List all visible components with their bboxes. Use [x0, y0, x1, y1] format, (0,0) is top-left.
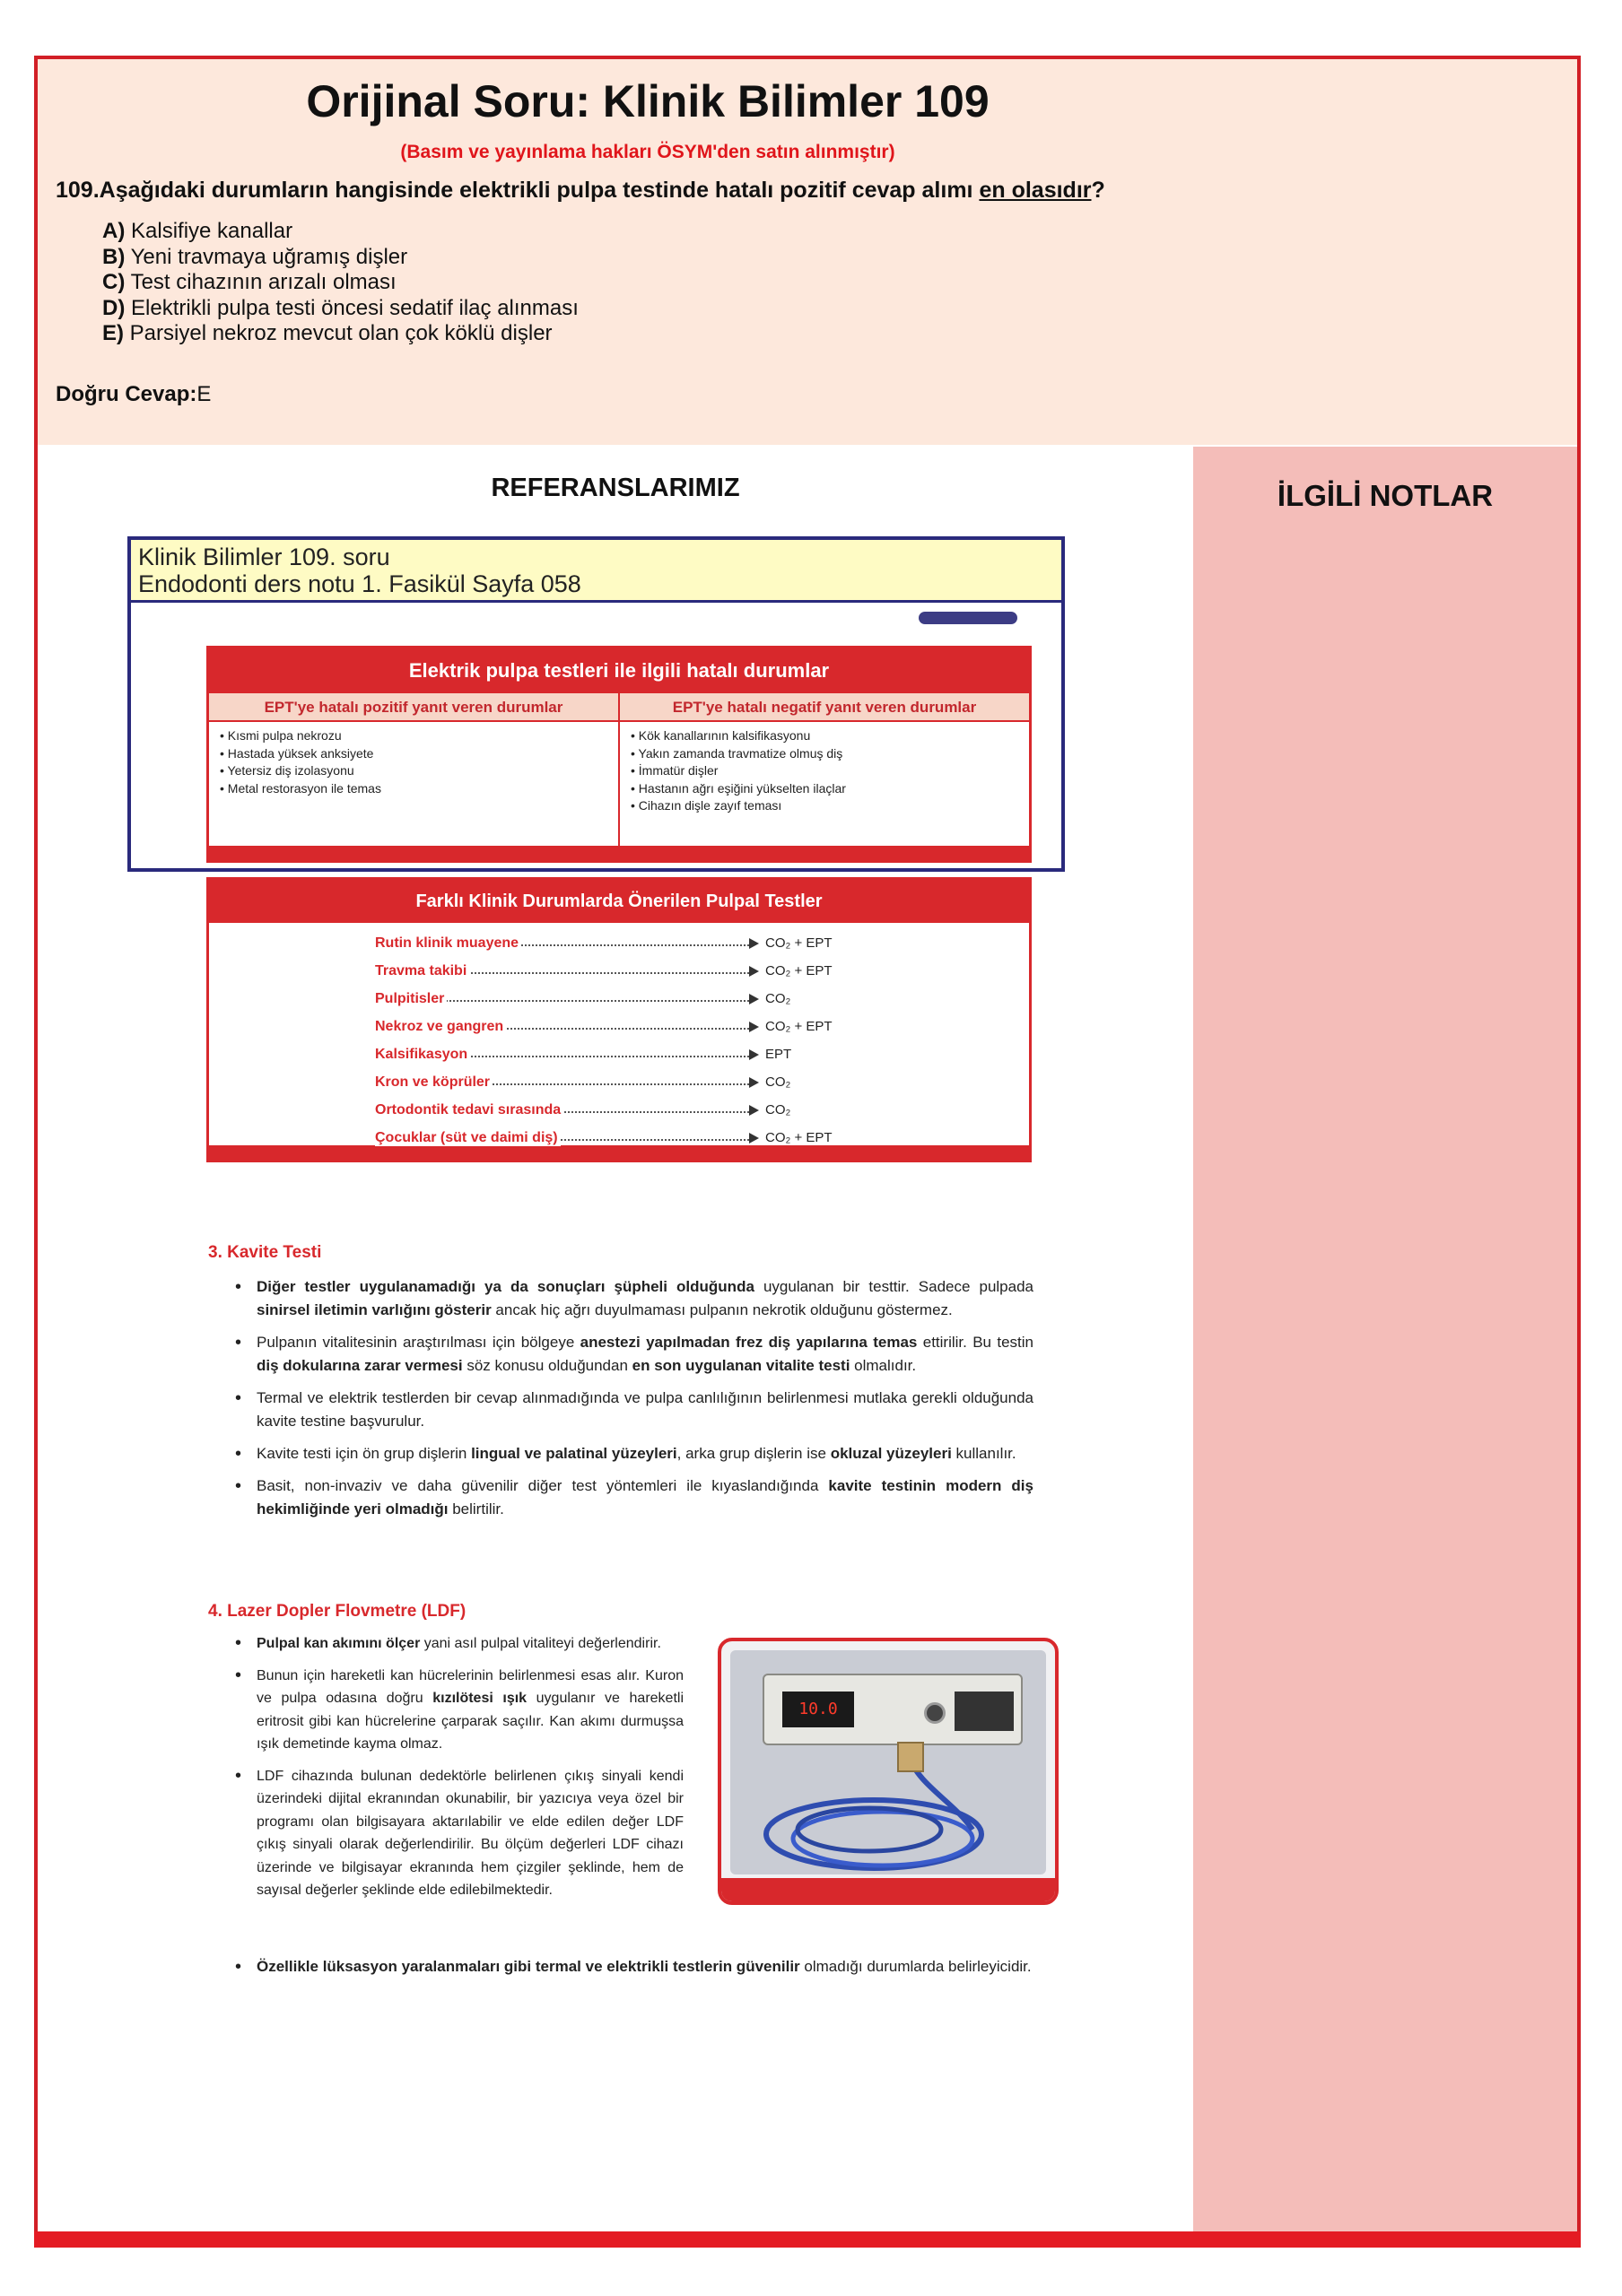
table-row: Pulpitisler CO₂: [375, 991, 791, 1006]
pulpal-tests-table: [206, 877, 1032, 1162]
reference-label-line2: Endodonti ders notu 1. Fasikül Sayfa 058: [138, 570, 581, 597]
question-area: [38, 59, 1577, 445]
option-d: D) Elektrikli pulpa testi öncesi sedatif ilaç alınması: [102, 295, 579, 320]
rights-notice: (Basım ve yayınlama hakları ÖSYM'den satın alınmıştır): [400, 142, 895, 162]
cavity-test-list: [235, 1275, 1033, 1530]
ldf-list-last: [235, 1955, 1033, 1979]
probe-icon: [897, 1742, 924, 1772]
stem-suffix: ?: [1091, 178, 1105, 203]
question-stem: [56, 178, 1105, 204]
list-item: • Hastada yüksek anksiyete: [220, 745, 374, 761]
list-item: • Metal restorasyon ile temas: [220, 780, 381, 796]
ept-errors-title: Elektrik pulpa testleri ile ilgili hatalı durumlar: [209, 648, 1029, 693]
table-row: Rutin klinik muayene CO₂ + EPT: [375, 935, 833, 951]
list-item: • Pulpanın vitalitesinin araştırılması için bölgeye anestezi yapılmadan frez diş yapılarına temas ettirilir. Bu testin diş dokularına zarar vermesi söz konusu olduğundan en son uygulanan vitalite testi olmalıdır.: [235, 1331, 1033, 1378]
arrow-right-icon: [749, 966, 759, 977]
arrow-right-icon: [749, 1049, 759, 1060]
stem-text: 109.Aşağıdaki durumların hangisinde elektrikli pulpa testinde hatalı pozitif cevap alımı: [56, 178, 980, 203]
ldf-device-icon: [763, 1674, 1023, 1745]
arrow-right-icon: [749, 1022, 759, 1032]
arrow-right-icon: [749, 1105, 759, 1116]
option-b: B) Yeni travmaya uğramış dişler: [102, 244, 408, 269]
table-row: Nekroz ve gangren CO₂ + EPT: [375, 1019, 833, 1034]
false-positive-column: [209, 693, 618, 846]
arrow-right-icon: [749, 1133, 759, 1144]
table-row: Travma takibi CO₂ + EPT: [375, 963, 833, 978]
reference-label: [131, 540, 1061, 603]
list-item: • Pulpal kan akımını ölçer yani asıl pulpal vitaliteyi değerlendirir.: [235, 1632, 684, 1656]
list-item: • İmmatür dişler: [631, 763, 719, 778]
correct-answer: Doğru Cevap:E: [56, 382, 212, 406]
section-heading-cavity-test: 3. Kavite Testi: [208, 1243, 322, 1262]
arrow-right-icon: [749, 994, 759, 1004]
question-title: Orijinal Soru: Klinik Bilimler 109: [306, 76, 990, 126]
false-negative-header: EPT'ye hatalı negatif yanıt veren durumlar: [620, 693, 1029, 722]
device-display: 10.0: [782, 1692, 854, 1727]
list-item: • Bunun için hareketli kan hücrelerinin belirlenmesi esas alır. Kuron ve pulpa odasına doğru kızılötesi ışık uygulanır ve hareketli eritrosit gibi kan hücrelerine çarparak saçılır. Kan akımı durmuşsa ışık demetinde kayma olmaz.: [235, 1665, 684, 1756]
reference-label-line1: Klinik Bilimler 109. soru: [138, 544, 390, 570]
option-e: E) Parsiyel nekroz mevcut olan çok köklü dişler: [102, 321, 553, 345]
table-row: Kalsifikasyon EPT: [375, 1047, 792, 1062]
stem-underlined: en olasıdır: [979, 178, 1092, 203]
list-item: • Yetersiz diş izolasyonu: [220, 763, 354, 778]
arrow-right-icon: [749, 938, 759, 949]
list-item: • Cihazın dişle zayıf teması: [631, 798, 782, 813]
arrow-right-icon: [749, 1077, 759, 1088]
false-positive-header: EPT'ye hatalı pozitif yanıt veren durumlar: [209, 693, 618, 722]
ldf-device-photo: [718, 1638, 1059, 1905]
footer-bar: [34, 2231, 1581, 2248]
table-row: Kron ve köprüler CO₂: [375, 1074, 791, 1090]
references-heading: REFERANSLARIMIZ: [491, 474, 740, 502]
list-item: • Basit, non-invaziv ve daha güvenilir diğer test yöntemleri ile kıyaslandığında kavite testinin modern diş hekimliğinde yeri olmadığı belirtilir.: [235, 1474, 1033, 1521]
list-item: • Termal ve elektrik testlerden bir cevap alınmadığında ve pulpa canlılığının belirlenmesi mutlaka gerekli olduğunda kavite testine başvurulur.: [235, 1387, 1033, 1433]
table-footer-bar: [209, 846, 1029, 860]
section-heading-ldf: 4. Lazer Dopler Flovmetre (LDF): [208, 1602, 467, 1621]
notes-heading: İLGİLİ NOTLAR: [1277, 479, 1494, 512]
option-c: C) Test cihazının arızalı olması: [102, 270, 397, 294]
notes-panel: [1193, 447, 1577, 2231]
list-item: • LDF cihazında bulunan dedektörle belirlenen çıkış sinyali kendi üzerindeki dijital ekranından okunabilir, bir yazıcıya veya özel bir programı olan bilgisayara aktarılabilir ve elde edilen değer LDF çıkış sinyali olarak değerlendirilir. Bu ölçüm değerleri LDF cihazı üzerinde ve bilgisayar ekranında hem çizgiler şeklinde, hem de sayısal değerler şeklinde elde edilebilmektedir.: [235, 1765, 684, 1902]
answer-options: [102, 219, 579, 347]
list-item: • Kök kanallarının kalsifikasyonu: [631, 728, 811, 743]
pulpal-tests-title: Farklı Klinik Durumlarda Önerilen Pulpal Testler: [209, 880, 1029, 923]
ldf-list: [235, 1632, 684, 1911]
table-footer-bar: [209, 1145, 1029, 1160]
option-a: A) Kalsifiye kanallar: [102, 219, 293, 243]
list-item: • Diğer testler uygulanamadığı ya da sonuçları şüpheli olduğunda uygulanan bir testtir. Sadece pulpada sinirsel iletimin varlığını gösterir ancak hiç ağrı duyulmaması pulpanın nekrotik olduğunu göstermez.: [235, 1275, 1033, 1322]
false-negative-column: [618, 693, 1029, 846]
list-item: • Özellikle lüksasyon yaralanmaları gibi termal ve elektrikli testlerin güvenilir olmadığı durumlarda belirleyicidir.: [235, 1955, 1033, 1979]
table-row: Ortodontik tedavi sırasında CO₂: [375, 1102, 791, 1118]
list-item: • Yakın zamanda travmatize olmuş diş: [631, 745, 843, 761]
list-item: • Kavite testi için ön grup dişlerin lingual ve palatinal yüzeyleri, arka grup dişlerin ise okluzal yüzeyleri kullanılır.: [235, 1442, 1033, 1465]
list-item: • Kısmi pulpa nekrozu: [220, 728, 342, 743]
book-badge: [919, 612, 1017, 624]
table-row: Çocuklar (süt ve daimi diş) CO₂ + EPT: [375, 1130, 833, 1145]
ept-errors-table: [206, 646, 1032, 863]
probe-cable-icon: [739, 1749, 1044, 1883]
list-item: • Hastanın ağrı eşiğini yükselten ilaçlar: [631, 780, 846, 796]
